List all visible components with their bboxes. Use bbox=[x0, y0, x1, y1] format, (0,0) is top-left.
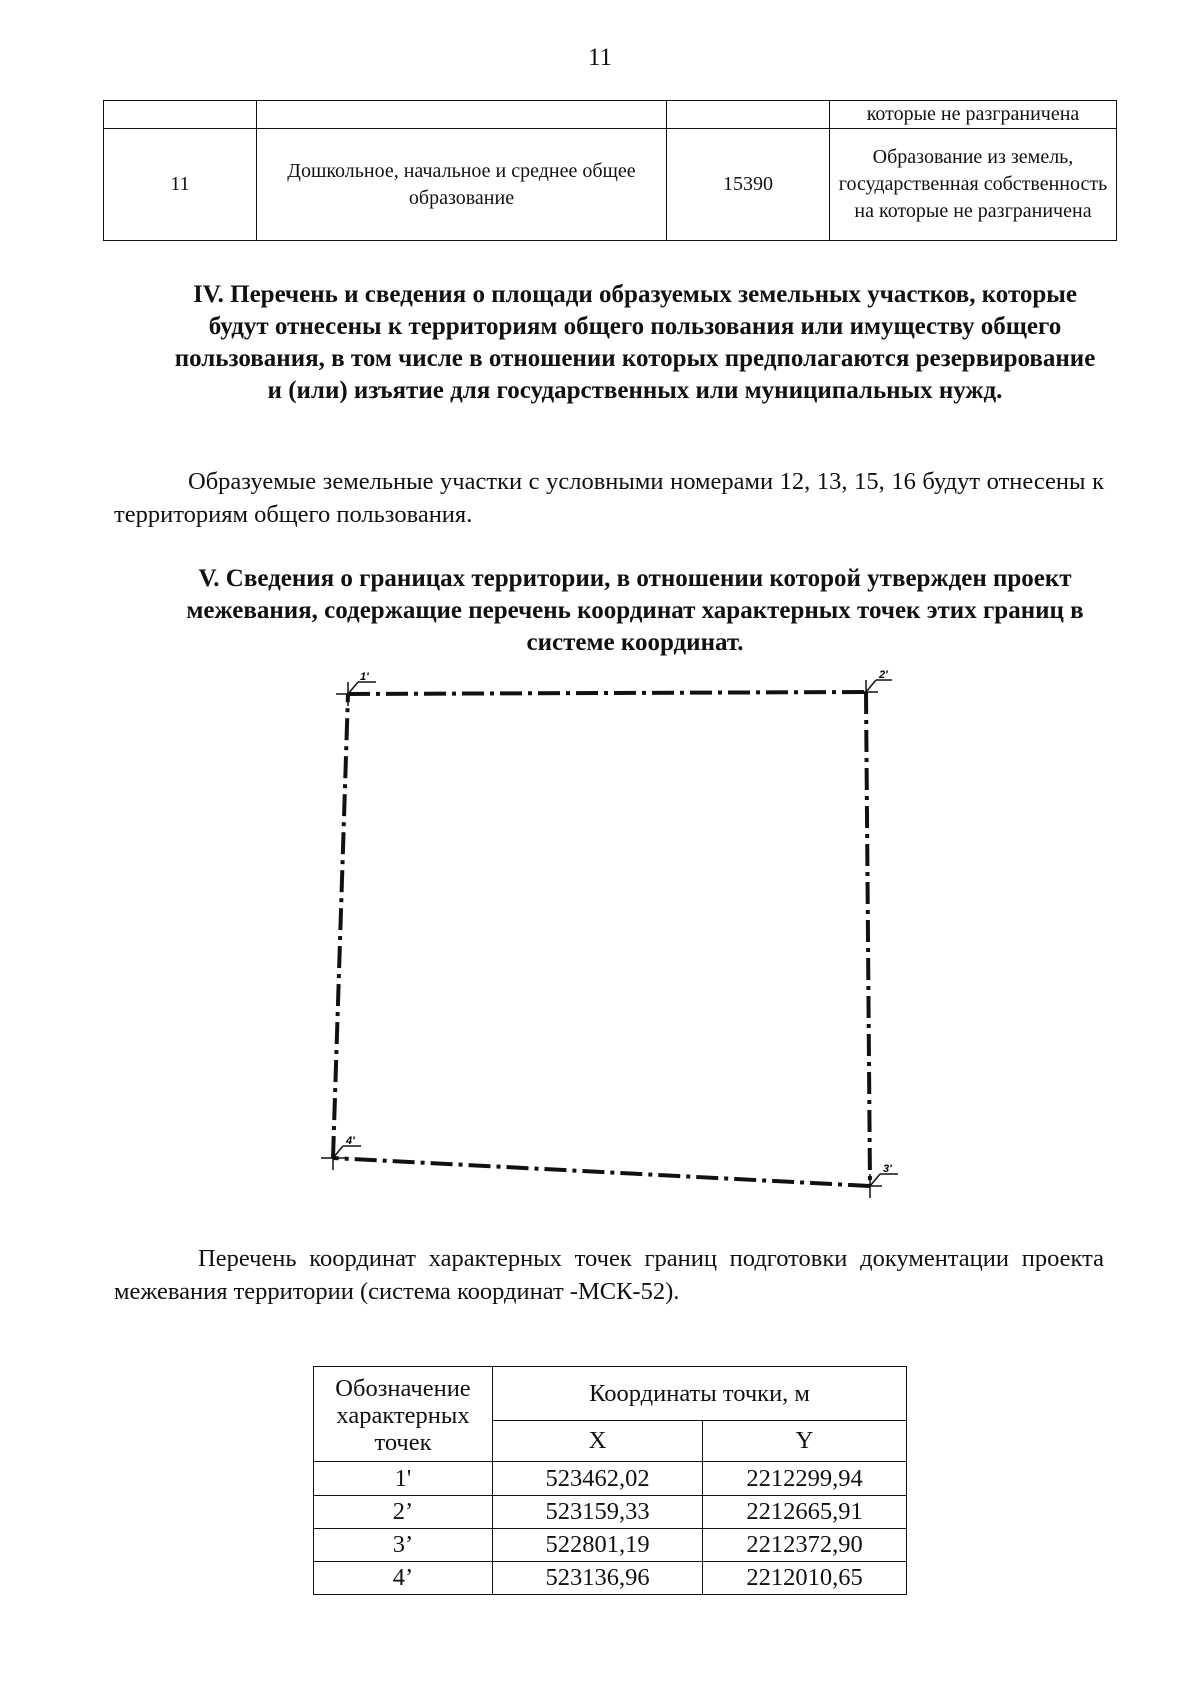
boundary-edge-1-2 bbox=[348, 692, 866, 694]
boundary-edge-2-3 bbox=[866, 692, 870, 1186]
zoning-table-continuation bbox=[103, 100, 1117, 241]
boundary-edge-3-4 bbox=[333, 1158, 870, 1186]
table-row bbox=[104, 129, 1117, 241]
point-label-2: 2' bbox=[879, 669, 888, 681]
table-row bbox=[314, 1496, 907, 1529]
table-row bbox=[314, 1562, 907, 1595]
cell-point: 1' bbox=[314, 1462, 493, 1496]
point-label-4: 4' bbox=[346, 1135, 355, 1147]
section-v-heading: V. Сведения о границах территории, в отношении которой утвержден проект межевания, содержащие перечень координат характерных точек этих границ в системе координат. bbox=[186, 565, 1084, 656]
coordinates-intro-paragraph: Перечень координат характерных точек границ подготовки документации проекта межевания территории (система координат -МСК-52). bbox=[114, 1245, 1104, 1305]
header-x: X bbox=[493, 1421, 703, 1462]
boundary-plan-drawing bbox=[318, 668, 918, 1208]
table-cell-purpose: Дошкольное, начальное и среднее общее образование bbox=[257, 129, 667, 241]
cell-x: 523136,96 bbox=[493, 1562, 703, 1595]
table-row bbox=[314, 1529, 907, 1562]
cell-y: 2212372,90 bbox=[703, 1529, 907, 1562]
point-label-3: 3' bbox=[883, 1163, 892, 1175]
table-cell-category: Образование из земель, государственная собственность на которые не разграничена bbox=[830, 129, 1117, 241]
cell-x: 522801,19 bbox=[493, 1529, 703, 1562]
cell-y: 2212010,65 bbox=[703, 1562, 907, 1595]
table-row bbox=[104, 101, 1117, 129]
section-iv-paragraph: Образуемые земельные участки с условными номерами 12, 13, 15, 16 будут отнесены к территориям общего пользования. bbox=[114, 468, 1104, 528]
coordinates-table bbox=[313, 1366, 907, 1595]
cell-point: 3’ bbox=[314, 1529, 493, 1562]
point-label-1: 1' bbox=[360, 671, 369, 683]
section-iv-heading: IV. Перечень и сведения о площади образуемых земельных участков, которые будут отнесены к территориям общего пользования или имуществу общего пользования, в том числе в отношении которых предполагаются резервирование и (или) изъятие для государственных или муниципальных нужд. bbox=[174, 281, 1096, 404]
table-cell-no bbox=[104, 101, 257, 129]
table-cell-no: 11 bbox=[104, 129, 257, 241]
table-row bbox=[314, 1462, 907, 1496]
cell-y: 2212299,94 bbox=[703, 1462, 907, 1496]
cell-point: 2’ bbox=[314, 1496, 493, 1529]
boundary-lines bbox=[333, 692, 870, 1186]
page-number: 11 bbox=[587, 44, 613, 71]
header-point-designation: Обозначение характерных точек bbox=[314, 1367, 493, 1462]
cell-y: 2212665,91 bbox=[703, 1496, 907, 1529]
table-cell-purpose bbox=[257, 101, 667, 129]
boundary-edge-4-1 bbox=[333, 694, 348, 1158]
table-cell-area bbox=[667, 101, 830, 129]
cell-point: 4’ bbox=[314, 1562, 493, 1595]
table-cell-category: которые не разграничена bbox=[830, 101, 1117, 129]
point-markers bbox=[321, 680, 898, 1198]
header-y: Y bbox=[703, 1421, 907, 1462]
table-cell-area: 15390 bbox=[667, 129, 830, 241]
cell-x: 523462,02 bbox=[493, 1462, 703, 1496]
cell-x: 523159,33 bbox=[493, 1496, 703, 1529]
header-coordinates: Координаты точки, м bbox=[493, 1367, 907, 1421]
table-header-row bbox=[314, 1367, 907, 1421]
